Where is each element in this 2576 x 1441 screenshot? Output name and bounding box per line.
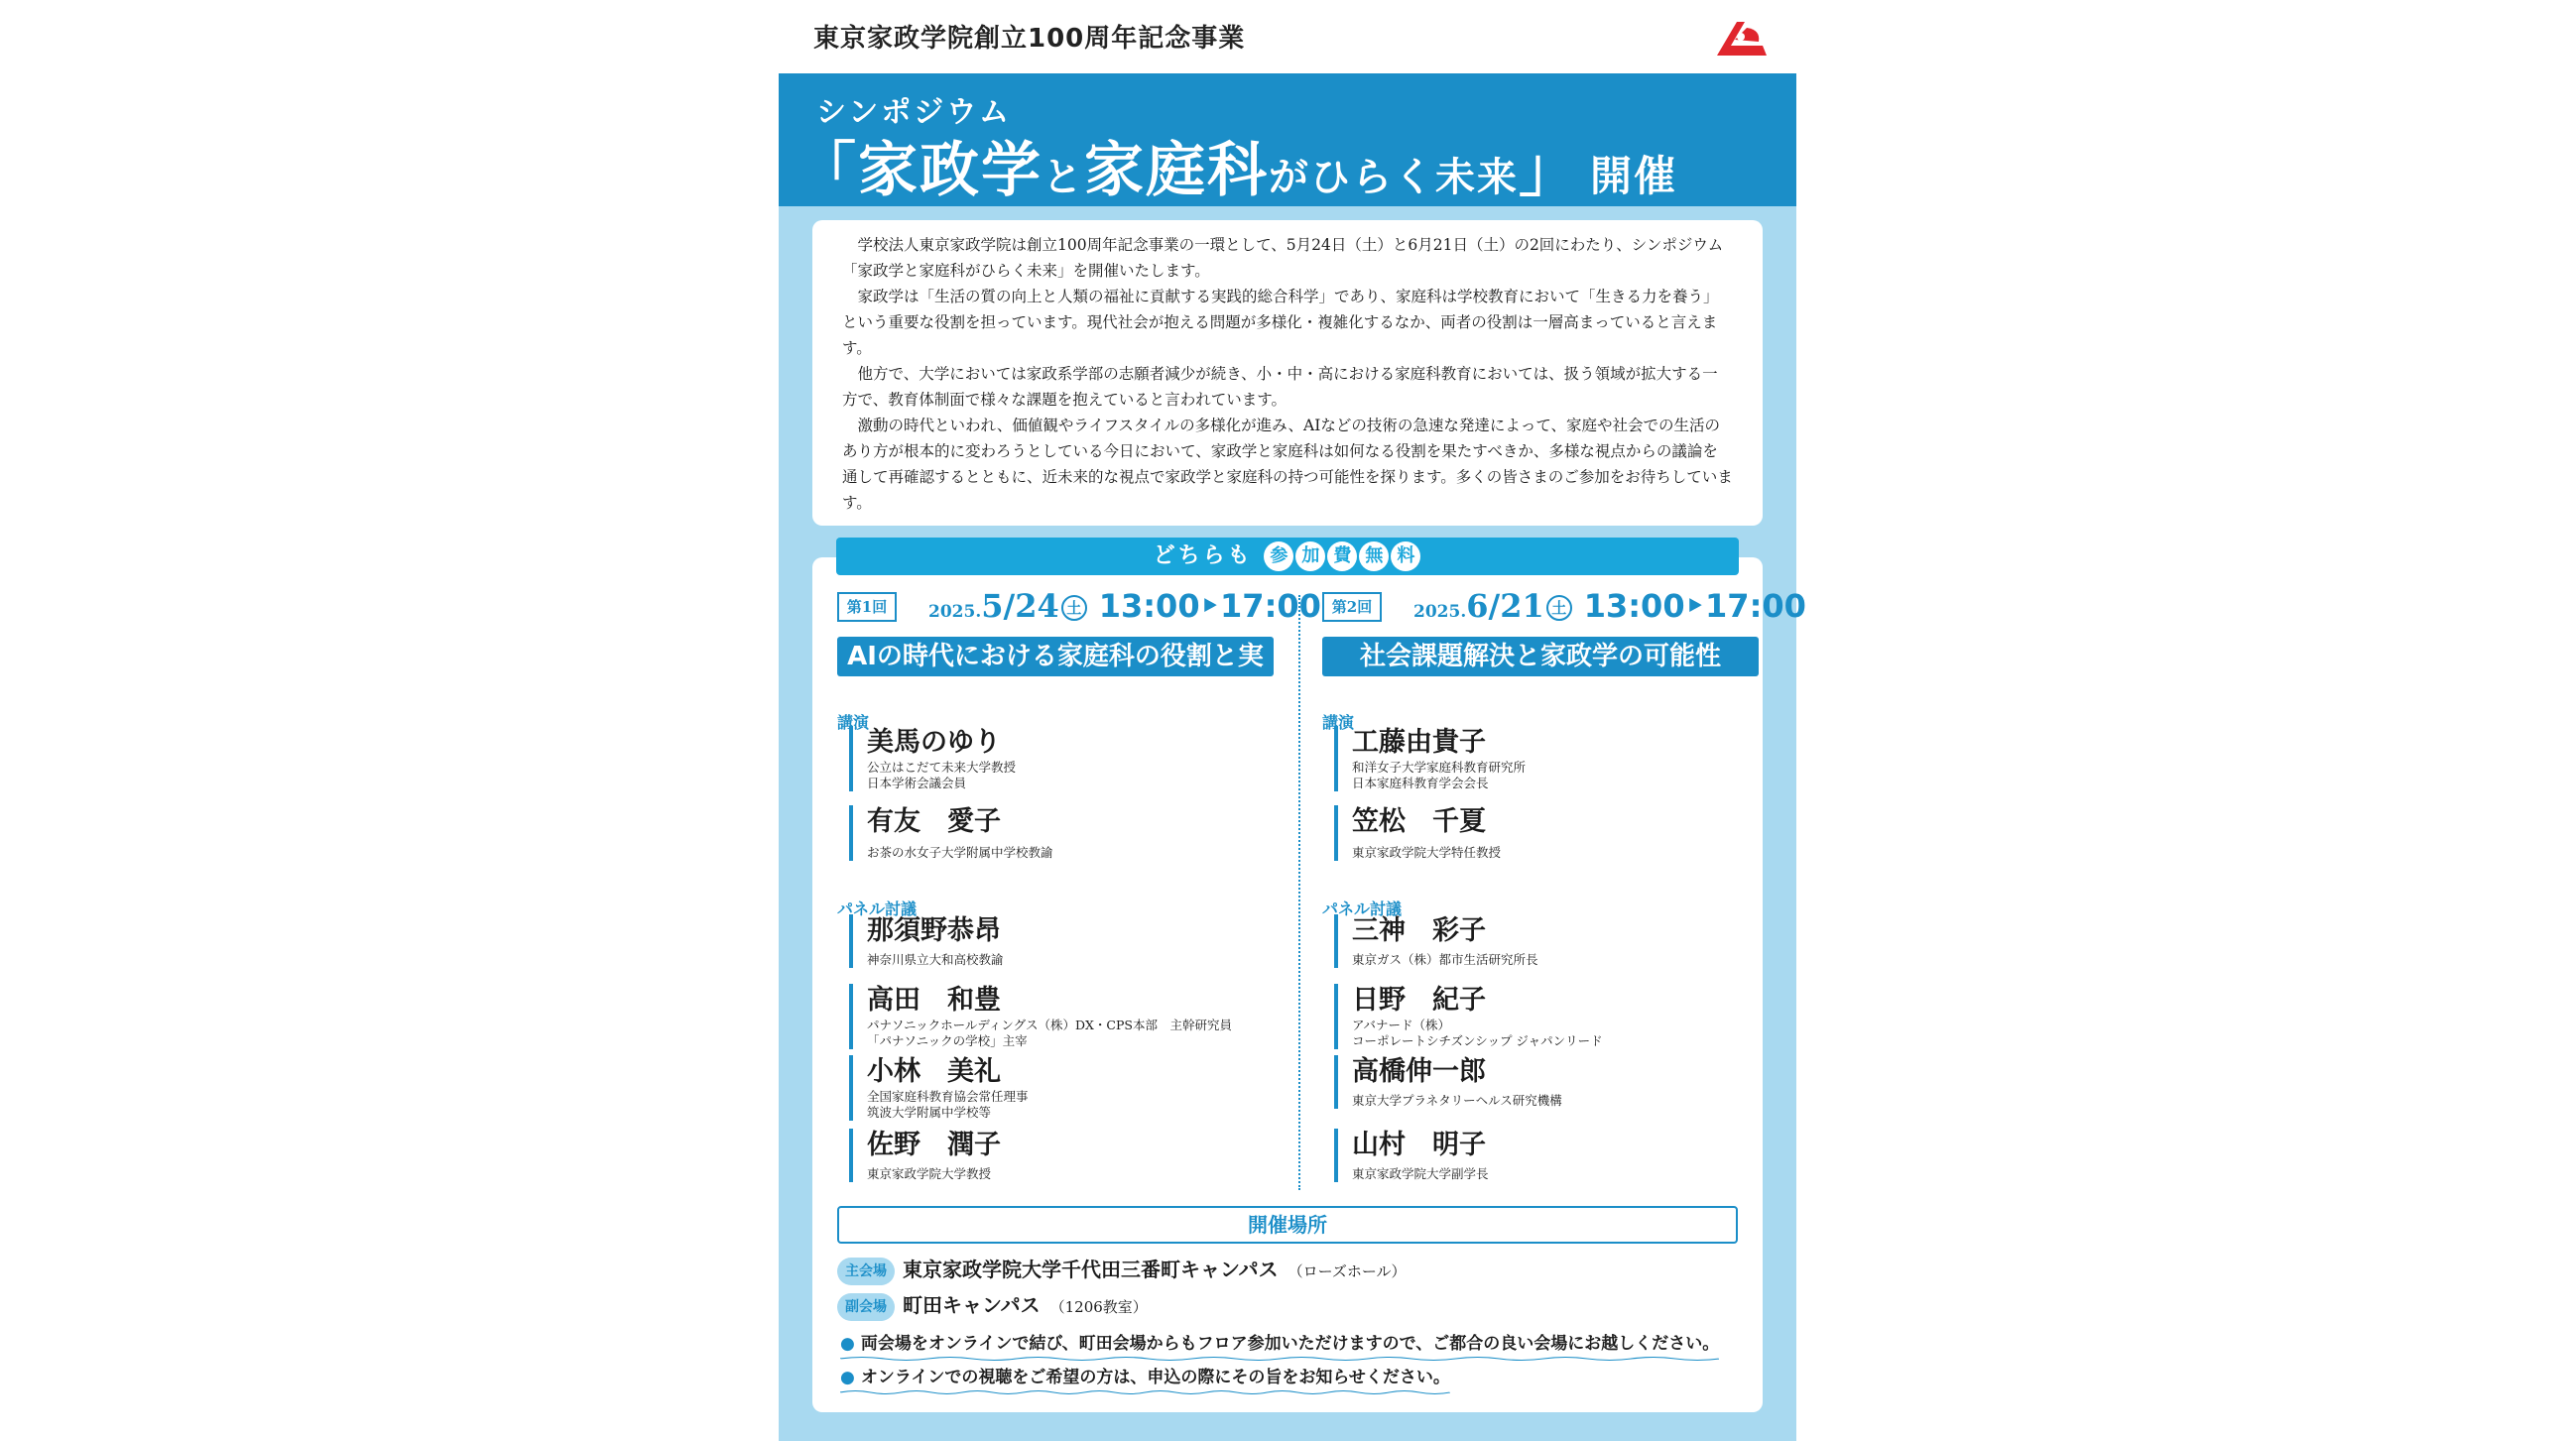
session-theme: AIの時代における家庭科の役割と実践 (837, 637, 1274, 676)
title-kaisai: 開催 (1590, 152, 1678, 200)
free-char: 加 (1295, 541, 1325, 571)
speaker (1334, 805, 1501, 861)
speaker-affiliation: 東京家政学院大学特任教授 (1352, 845, 1502, 860)
panelist-name: 佐野 潤子 (867, 1130, 1001, 1160)
venue-title: 開催場所 (837, 1206, 1738, 1244)
free-char: 無 (1359, 541, 1389, 571)
lecture-label: 講演 (1322, 710, 1354, 733)
panelist-affiliation: 東京大学プラネタリーヘルス研究機構 (1352, 1093, 1562, 1108)
panelist-name: 高橋伸一郎 (1352, 1056, 1486, 1087)
title-to: と (1043, 155, 1084, 200)
school-logo-icon (1711, 16, 1769, 60)
speaker-name: 笠松 千夏 (1352, 806, 1486, 837)
session-date (928, 587, 1321, 625)
panelist-affiliation: 神奈川県立大和高校教諭 (867, 952, 1004, 967)
panelist-name: 小林 美礼 (867, 1056, 1001, 1087)
panelist (849, 984, 1232, 1049)
free-char: 料 (1391, 541, 1420, 571)
venue-note-item (840, 1363, 1450, 1393)
date-monthday: 5/24 (981, 587, 1059, 625)
session-1 (837, 587, 1321, 1181)
panelist-affiliation: パナソニックホールディングス（株）DX・CPS本部 主幹研究員 (867, 1018, 1232, 1032)
banner-subtitle: シンポジウム (816, 95, 1012, 130)
title-bracket-close: 」 (1519, 136, 1580, 205)
speaker-name: 美馬のゆり (867, 727, 1001, 758)
intro-paragraph: 学校法人東京家政学院は創立100周年記念事業の一環として、5月24日（土）と6月21日（土）の2回にわたり、シンポジウム「家政学と家庭科がひらく未来」を開催いたします。 (842, 236, 1724, 280)
session-time: 13:00‣17:00 (1583, 587, 1806, 625)
main-venue-name: 東京家政学院大学千代田三番町キャンパス (903, 1258, 1279, 1281)
main-venue-note: （ローズホール） (1288, 1262, 1407, 1280)
venue-note-text: オンラインでの視聴をご希望の方は、申込の際にその旨をお知らせください。 (860, 1368, 1450, 1387)
speaker-name: 有友 愛子 (867, 806, 1001, 837)
panelist-affiliation: 東京家政学院大学副学長 (1352, 1166, 1489, 1181)
panelist (849, 914, 1004, 968)
speaker (1334, 726, 1526, 791)
bullet-icon: ● (840, 1368, 855, 1387)
panel-label: パネル討議 (837, 897, 917, 919)
title-kateika: 家庭科 (1084, 136, 1269, 205)
speaker (849, 726, 1016, 791)
panelist (849, 1129, 1001, 1182)
wavy-underline (840, 1356, 1719, 1362)
date-year: 2025. (1413, 602, 1467, 622)
sub-venue-note: （1206教室） (1049, 1298, 1148, 1316)
session-2 (1322, 587, 1806, 1181)
speaker-affiliation: お茶の水女子大学附属中学校教諭 (867, 845, 1053, 860)
lecture-label: 講演 (837, 710, 869, 733)
session-badge: 第1回 (837, 592, 897, 622)
title-banner (779, 73, 1796, 206)
organization-title: 東京家政学院創立100周年記念事業 (813, 24, 1246, 54)
intro-text (812, 220, 1763, 526)
free-admission-bar (836, 538, 1739, 575)
wavy-underline (840, 1389, 1450, 1395)
panelist-affiliation: アバナード（株） (1352, 1018, 1451, 1032)
sub-venue-name: 町田キャンパス (903, 1293, 1041, 1317)
speaker-affiliation: 公立はこだて未来大学教授 (867, 760, 1017, 775)
speaker-affiliation: 和洋女子大学家庭科教育研究所 (1352, 760, 1527, 775)
panelist-name: 山村 明子 (1352, 1130, 1486, 1160)
date-weekday: 土 (1546, 595, 1572, 621)
panelist-affiliation: コーポレートシチズンシップ ジャパンリード (1352, 1033, 1603, 1048)
panelist-affiliation: 東京ガス（株）都市生活研究所長 (1352, 952, 1538, 967)
date-year: 2025. (928, 602, 982, 622)
flyer (779, 0, 1806, 1441)
panelist (1334, 1055, 1562, 1109)
speaker-name: 工藤由貴子 (1352, 727, 1486, 758)
date-weekday: 土 (1061, 595, 1087, 621)
panelist-name: 日野 紀子 (1352, 985, 1486, 1016)
intro-paragraph: 激動の時代といわれ、価値観やライフスタイルの多様化が進み、AIなどの技術の急速な発達によって、家庭や社会での生活のあり方が根本的に変わろうとしている今日において、家政学と家庭科は如何なる役割を果たすべきか、多様な視点からの議論を通して再確認するとともに、近未来的な視点で家政学と家庭科の持つ可能性を探ります。多くの皆さまのご参加をお待ちしています。 (842, 417, 1733, 512)
free-char: 参 (1264, 541, 1293, 571)
session-time: 13:00‣17:00 (1098, 587, 1321, 625)
panelist-name: 那須野恭昂 (867, 915, 1001, 946)
intro-paragraph: 他方で、大学においては家政系学部の志願者減少が続き、小・中・高における家庭科教育においては、扱う領域が拡大する一方で、教育体制面で様々な課題を抱えていると言われています。 (842, 365, 1718, 409)
title-bracket-open: 「 (797, 136, 858, 205)
free-prefix: どちらも (1153, 543, 1253, 568)
intro-paragraph: 家政学は「生活の質の向上と人類の福祉に貢献する実践的総合科学」であり、家庭科は学校教育において「生きる力を養う」という重要な役割を担っています。現代社会が抱える問題が多様化・複雑化するなか、両者の役割は一層高まっていると言えます。 (842, 288, 1719, 357)
panelist-affiliation: 全国家庭科教育協会常任理事 (867, 1089, 1029, 1104)
venue-note-text: 両会場をオンラインで結び、町田会場からもフロア参加いただけますので、ご都合の良い会場にお越しください。 (860, 1334, 1720, 1354)
panelist-name: 高田 和豊 (867, 985, 1001, 1016)
venue-note-item (840, 1329, 1719, 1360)
banner-title (797, 123, 1677, 208)
panelist (1334, 1129, 1489, 1182)
speaker-affiliation: 日本家庭科教育学会会長 (1352, 776, 1489, 790)
panelist (1334, 914, 1538, 968)
bullet-icon: ● (840, 1334, 855, 1354)
panelist-affiliation: 筑波大学附属中学校等 (867, 1105, 992, 1120)
panelist-affiliation: 東京家政学院大学教授 (867, 1166, 992, 1181)
session-badge: 第2回 (1322, 592, 1382, 622)
main-venue-tag: 主会場 (837, 1258, 895, 1285)
speaker-affiliation: 日本学術会議会員 (867, 776, 967, 790)
session-date (1413, 587, 1806, 625)
title-kaseigaku: 家政学 (858, 136, 1043, 205)
panelist-affiliation: 「パナソニックの学校」主宰 (867, 1033, 1028, 1048)
sub-venue (837, 1289, 1148, 1321)
panelist (1334, 984, 1603, 1049)
program-box (812, 557, 1806, 1412)
session-theme: 社会課題解決と家政学の可能性 (1322, 637, 1759, 676)
top-bar (779, 0, 1796, 73)
session-divider (1298, 595, 1300, 1190)
title-ga: がひらく未来 (1269, 155, 1519, 200)
panelist-name: 三神 彩子 (1352, 915, 1486, 946)
date-monthday: 6/21 (1466, 587, 1544, 625)
speaker (849, 805, 1053, 861)
panel-label: パネル討議 (1322, 897, 1402, 919)
session-header (1322, 587, 1806, 627)
sub-venue-tag: 副会場 (837, 1293, 895, 1321)
panelist (849, 1055, 1029, 1121)
free-char: 費 (1327, 541, 1357, 571)
main-venue (837, 1254, 1407, 1285)
session-header (837, 587, 1321, 627)
